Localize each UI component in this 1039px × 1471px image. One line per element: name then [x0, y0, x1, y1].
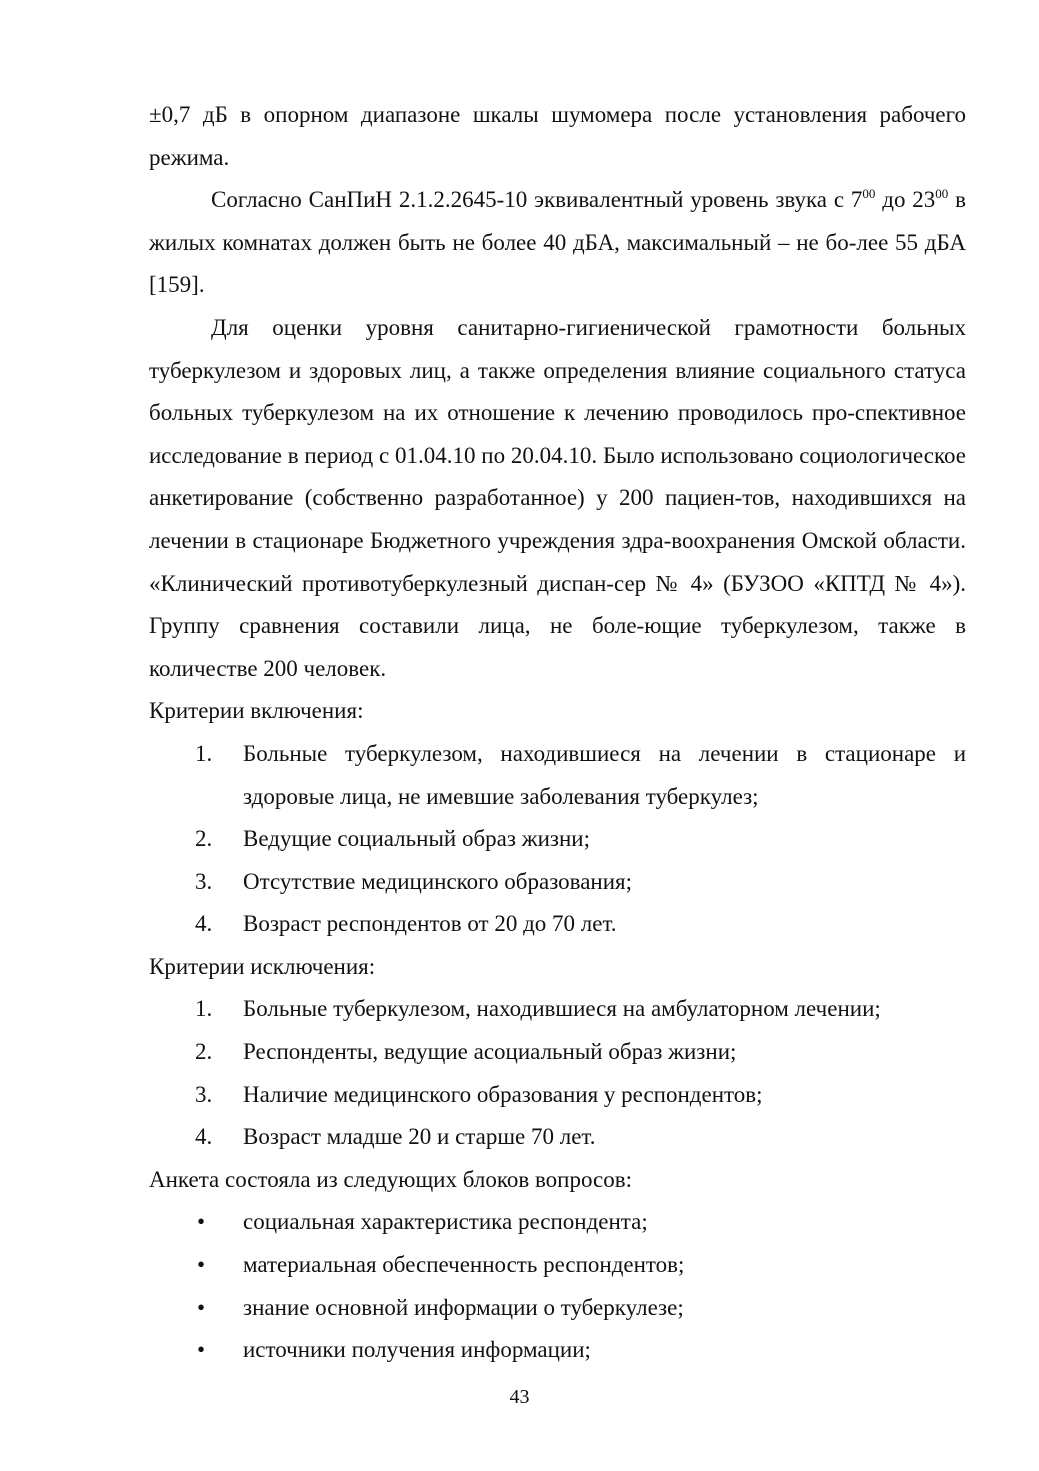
list-number: 3.: [195, 1081, 213, 1107]
list-item-text: Возраст младше 20 и старше 70 лет.: [243, 1124, 596, 1150]
list-item-text: Отсутствие медицинского образования;: [243, 868, 633, 894]
list-item: [149, 988, 966, 1031]
document-page: [149, 94, 966, 1372]
list-item: [149, 1031, 966, 1074]
sanpin-text-1: Согласно СанПиН 2.1.2.2645-10 эквивалентный уровень звука с 7: [211, 187, 863, 213]
list-item: [149, 1074, 966, 1117]
list-item-text: Респонденты, ведущие асоциальный образ жизни;: [243, 1039, 737, 1065]
list-item-text: материальная обеспеченность респондентов;: [243, 1252, 685, 1278]
list-item: [149, 861, 966, 904]
page-number: 43: [509, 1386, 530, 1408]
list-number: 1.: [195, 740, 213, 766]
list-number: 2.: [195, 826, 213, 852]
list-item-text: социальная характеристика респондента;: [243, 1209, 648, 1235]
sanpin-text-3: в жилых комнатах должен быть не более 40 дБА, максимальный – не бо-лее 55 дБА [159].: [149, 187, 966, 298]
bullet-icon: •: [197, 1294, 206, 1320]
list-item: [149, 903, 966, 946]
list-item: [149, 818, 966, 861]
inclusion-criteria-heading: Критерии включения:: [149, 698, 364, 724]
bullet-icon: •: [197, 1337, 206, 1363]
list-item: [149, 733, 966, 818]
paragraph-line: режима.: [149, 144, 230, 170]
list-item: [149, 1287, 966, 1330]
bullet-icon: •: [197, 1209, 206, 1235]
paragraph-line: ±0,7 дБ в опорном диапазоне шкалы шумомера после установления рабочего: [149, 102, 966, 127]
list-item: [149, 1244, 966, 1287]
list-item-text: знание основной информации о туберкулезе;: [243, 1294, 684, 1320]
list-number: 2.: [195, 1039, 213, 1065]
list-number: 4.: [195, 911, 213, 937]
list-number: 4.: [195, 1124, 213, 1150]
questionnaire-heading: Анкета состояла из следующих блоков вопросов:: [149, 1166, 632, 1192]
questionnaire-blocks-list: [149, 1201, 966, 1371]
paragraph-sanpin: [149, 179, 966, 307]
sanpin-text-2: до 23: [875, 187, 936, 213]
list-item-text: Больные туберкулезом, находившиеся на амбулаторном лечении;: [243, 996, 881, 1022]
list-number: 1.: [195, 996, 213, 1022]
list-item: [149, 1116, 966, 1159]
paragraph-noise-meter: [149, 94, 966, 179]
list-item: [149, 1201, 966, 1244]
list-item-text: Наличие медицинского образования у респондентов;: [243, 1081, 763, 1107]
exclusion-criteria-list: [149, 988, 966, 1158]
list-item-text: Возраст респондентов от 20 до 70 лет.: [243, 911, 617, 937]
inclusion-criteria-list: [149, 733, 966, 946]
list-item-text: Больные туберкулезом, находившиеся на лечении в стационаре и здоровые лица, не имевшие заболевания туберкулез;: [243, 740, 966, 809]
bullet-icon: •: [197, 1252, 206, 1278]
list-item-text: источники получения информации;: [243, 1337, 591, 1363]
paragraph-study-description: Для оценки уровня санитарно-гигиенической грамотности больных туберкулезом и здоровых лиц, а также определения влияние социального статуса больных туберкулезом на их отношение к лечению проводилось про-спективное исследование в период с 01.04.10 по 20.04.10. Было использовано социологическое анкетирование (собственно разработанное) у 200 пациен-тов, находившихся на лечении в стационаре Бюджетного учреждения здра-воохранения Омской области. «Клинический противотуберкулезный диспан-сер № 4» (БУЗОО «КПТД № 4»). Группу сравнения составили лица, не боле-ющие туберкулезом, также в количестве 200 человек.: [149, 314, 966, 681]
list-item-text: Ведущие социальный образ жизни;: [243, 826, 590, 852]
exclusion-criteria-heading: Критерии исключения:: [149, 953, 376, 979]
superscript-time-end: 00: [935, 186, 949, 202]
superscript-time-start: 00: [862, 186, 876, 202]
list-number: 3.: [195, 868, 213, 894]
list-item: [149, 1329, 966, 1372]
